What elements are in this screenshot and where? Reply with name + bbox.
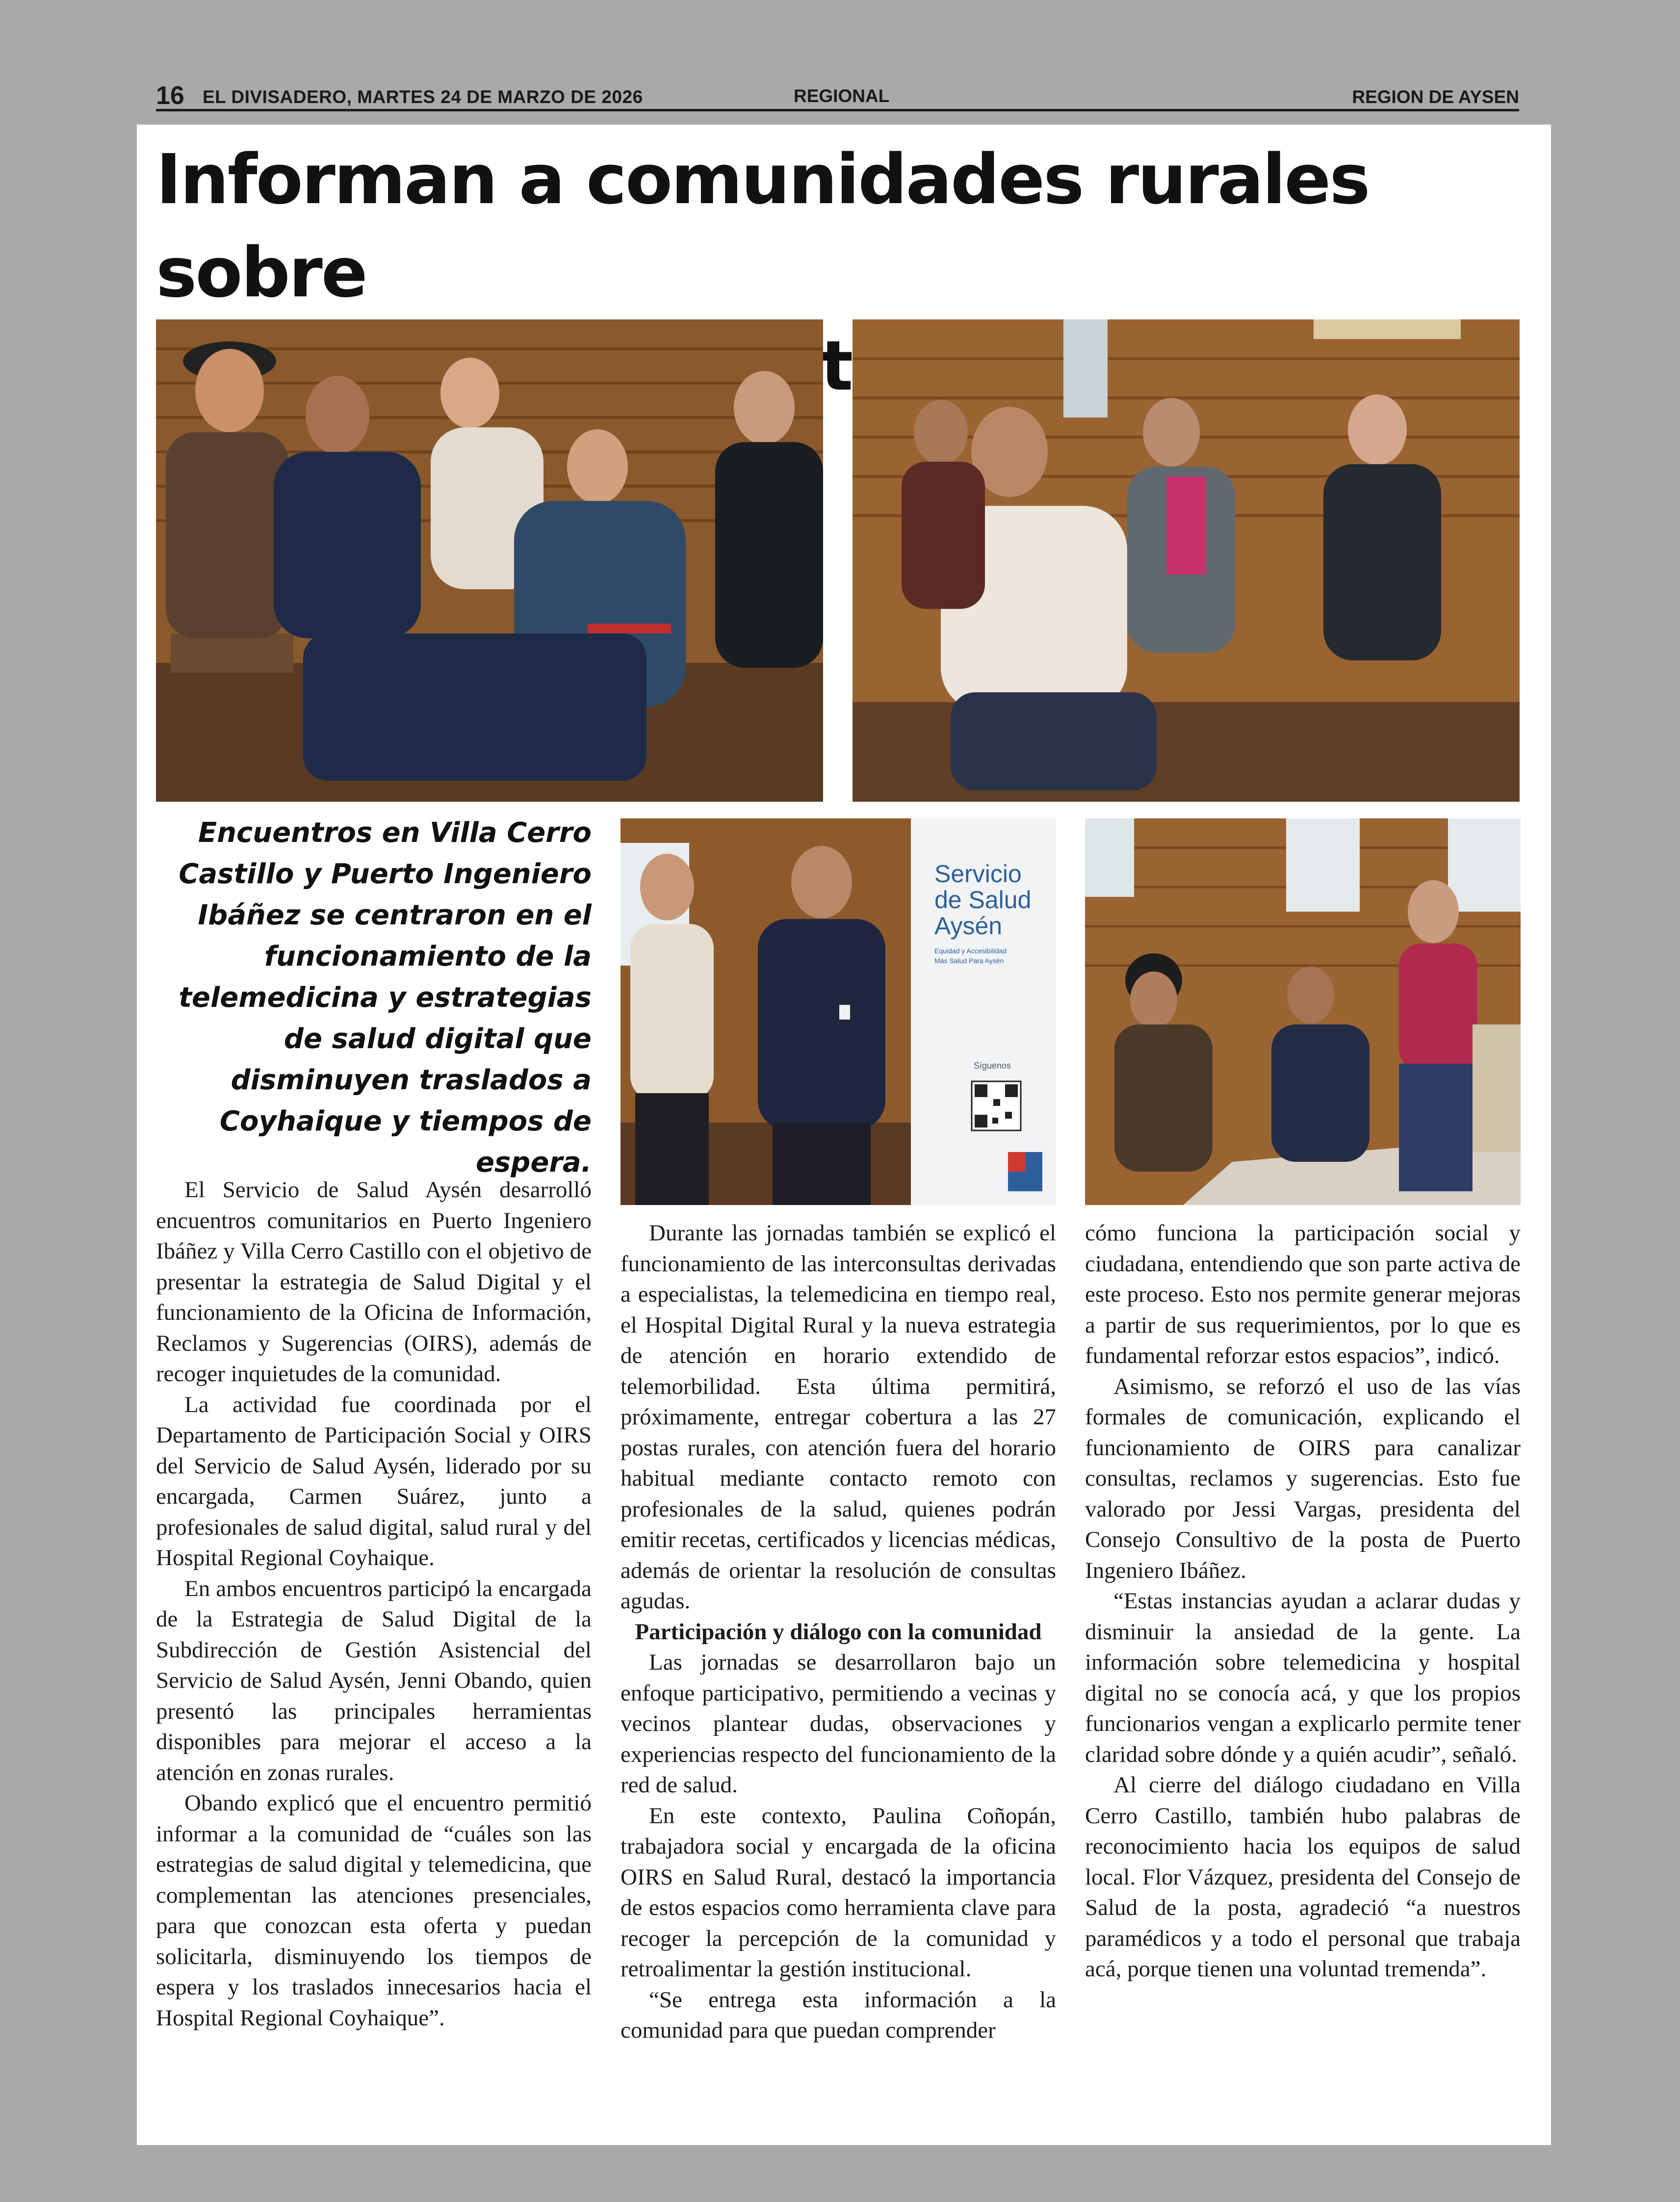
banner-title-1: Servicio [934, 860, 1022, 888]
section-label: REGIONAL [794, 86, 890, 106]
paragraph: Asimismo, se reforzó el uso de las vías formales de comunicación, explicando el funcionamiento de OIRS para canalizar consultas, reclamos y sugerencias. Esto fue valorado por Jessi Vargas, presidenta del Consejo Consultivo de la posta de Puerto Ingeniero Ibáñez. [1085, 1373, 1521, 1583]
paragraph: “Se entrega esta información a la comunidad para que puedan comprender [620, 1987, 1056, 2043]
paragraph: En este contexto, Paulina Coñopán, trabajadora social y encargada de la oficina OIRS en Salud Rural, destacó la importancia de estos espacios como herramienta clave para recoger la percepción de la comunidad y retroalimentar la gestión institucional. [620, 1803, 1056, 1982]
banner-follow-text: Síguenos [974, 1061, 1011, 1071]
paragraph: Durante las jornadas también se explicó el funcionamiento de las interconsultas derivadas a especialistas, la telemedicina en tiempo real, el Hospital Digital Rural y la nueva estrategia de atención en horario extendido de telemorbilidad. Esta última permitirá, próximamente, entregar cobertura a las 27 postas rurales, con atención fuera del horario habitual mediante contacto remoto con profesionales de la salud, quienes podrán emitir recetas, certificados y licencias médicas, además de orientar la resolución de consultas agudas. [620, 1220, 1056, 1614]
section-subheading: Participación y diálogo con la comunidad [635, 1619, 1042, 1645]
banner-subtitle-1: Equidad y Accesibilidad [934, 947, 1007, 955]
photo-group-discussion [156, 319, 823, 802]
paragraph: La actividad fue coordinada por el Departamento de Participación Social y OIRS del Servicio de Salud Aysén, liderado por su encargada, Carmen Suárez, junto a profesionales de salud digital, salud rural y del Hospital Regional Coyhaique. [156, 1391, 592, 1571]
qr-code-icon [972, 1081, 1021, 1130]
banner-subtitle-2: Más Salud Para Aysén [934, 957, 1004, 965]
photo-speaker-community [1085, 818, 1521, 1205]
photo-presenters-banner [620, 818, 1056, 1205]
photo-attendees-listening [853, 319, 1520, 802]
paragraph: Obando explicó que el encuentro permitió informar a la comunidad de “cuáles son las estrategias de salud digital y telemedicina, que complementan las atenciones presenciales, para que conozcan esta oferta y puedan solicitarla, disminuyendo los tiempos de espera y los traslados innecesarios hacia el Hospital Regional Coyhaique”. [156, 1790, 592, 2031]
page-number: 16 [156, 81, 184, 110]
banner-title-3: Aysén [934, 912, 1003, 940]
headline-line-2: digitales [681, 326, 1004, 406]
article-column-3 [1085, 1218, 1521, 1985]
newspaper-dateline: EL DIVISADERO, MARTES 24 DE MARZO DE 2026 [203, 87, 643, 107]
banner-title-2: de Salud [934, 886, 1032, 914]
paragraph: “Estas instancias ayudan a aclarar dudas y disminuir la ansiedad de la gente. La información sobre telemedicina y hospital digital no se conocía acá, y que los propios funcionarios vengan a explicarlo permite tener claridad sobre dónde y a quién acudir”, señaló. [1085, 1588, 1521, 1767]
paragraph: El Servicio de Salud Aysén desarrolló encuentros comunitarios en Puerto Ingeniero Ibáñez y Villa Cerro Castillo con el objetivo de presentar la estrategia de Salud Digital y el funcionamiento de la Oficina de Información, Reclamos y Sugerencias (OIRS), además de recoger inquietudes de la comunidad. [156, 1177, 592, 1387]
paragraph: Al cierre del diálogo ciudadano en Villa Cerro Castillo, también hubo palabras de reconocimiento hacia los equipos de salud local. Flor Vázquez, presidenta del Consejo de Salud de la posta, agradeció “a nuestros paramédicos y a todo el personal que trabaja acá, porque tienen una voluntad tremenda”. [1085, 1772, 1521, 1982]
page-header [156, 82, 1519, 111]
article-column-2 [620, 1218, 1056, 2046]
paragraph: cómo funciona la participación social y ciudadana, entendiendo que son parte activa de este proceso. Esto nos permite generar mejoras a partir de sus requerimientos, por lo que es fundamental reforzar estos espacios”, indicó. [1085, 1220, 1521, 1368]
headline-line-1: Informan a comunidades rurales sobre [156, 140, 1369, 313]
article-column-1 [156, 1175, 592, 2033]
region-label: REGION DE AYSEN [1352, 87, 1519, 107]
paragraph: En ambos encuentros participó la encargada de la Estrategia de Salud Digital de la Subdirección de Gestión Asistencial del Servicio de Salud Aysén, Jenni Obando, quien presentó las principales herramientas disponibles para mejorar el acceso a la atención en zonas rurales. [156, 1575, 592, 1785]
paragraph: Las jornadas se desarrollaron bajo un enfoque participativo, permitiendo a vecinas y vecinos plantear dudas, observaciones y experiencias respecto del funcionamiento de la red de salud. [620, 1650, 1056, 1798]
deck-subtitle: Encuentros en Villa Cerro Castillo y Puerto Ingeniero Ibáñez se centraron en el funcionamiento de la telemedicina y estrategias de salud digital que disminuyen traslados a Coyhaique y tiempos de espera. [179, 817, 592, 1179]
